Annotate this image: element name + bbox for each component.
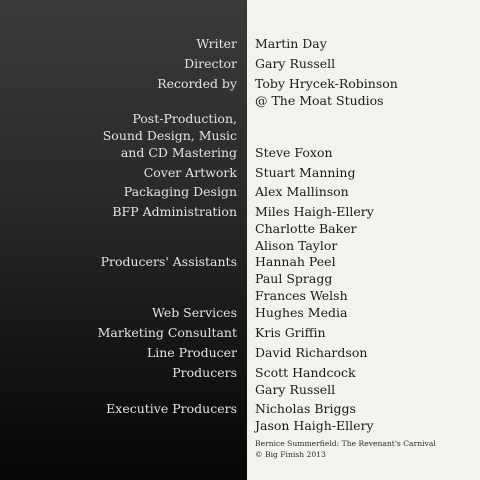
credit-name: @ The Moat Studios [255,93,384,108]
credit-name: Steve Foxon [255,145,333,160]
credit-name: Hughes Media [255,305,348,320]
credit-name: Frances Welsh [255,288,348,303]
footer-copyright: © Big Finish 2013 [255,450,326,459]
credit-name: David Richardson [255,345,368,360]
credit-names [255,75,477,109]
credit-role: Line Producer [146,345,237,360]
credit-name: Gary Russell [255,56,336,71]
credit-name: Paul Spragg [255,271,333,286]
credit-name: Nicholas Briggs [255,401,356,416]
credit-names [255,164,477,181]
credit-name: Martin Day [255,36,327,51]
credit-role: Producers [172,365,237,380]
credit-name: Jason Haigh-Ellery [255,418,374,433]
credit-name: Alison Taylor [255,238,338,253]
credit-role: Marketing Consultant [97,325,237,340]
credit-names [255,144,477,161]
credit-role: Producers' Assistants [100,254,237,269]
footer-title: Bernice Summerfield: The Revenant's Carnival [255,439,436,448]
credit-name: Gary Russell [255,382,336,397]
credit-names [255,253,477,304]
credit-role: Recorded by [157,76,237,91]
credit-name: Stuart Manning [255,165,356,180]
credit-names [255,344,477,361]
credit-names [255,324,477,341]
copyright-footer [255,438,477,460]
credit-name: Hannah Peel [255,254,336,269]
credit-role: BFP Administration [112,204,237,219]
credit-role: Web Services [151,305,237,320]
credit-role: Writer [196,36,237,51]
credit-name: Miles Haigh-Ellery [255,204,374,219]
credit-name: Toby Hrycek-Robinson [255,76,398,91]
credit-name: Kris Griffin [255,325,326,340]
credit-role: Director [184,56,237,71]
credit-role: Cover Artwork [143,165,237,180]
credit-name: Scott Handcock [255,365,356,380]
credit-role: Packaging Design [123,184,237,199]
credit-names [255,400,477,434]
credit-role: Post-Production, Sound Design, Music and CD Mastering [102,111,237,160]
credit-name: Alex Mallinson [255,184,349,199]
credit-names [255,203,477,254]
credit-names [255,183,477,200]
credit-names [255,364,477,398]
credit-names [255,304,477,321]
credit-role: Executive Producers [106,401,237,416]
credit-names [255,35,477,52]
credit-name: Charlotte Baker [255,221,357,236]
credit-names [255,55,477,72]
